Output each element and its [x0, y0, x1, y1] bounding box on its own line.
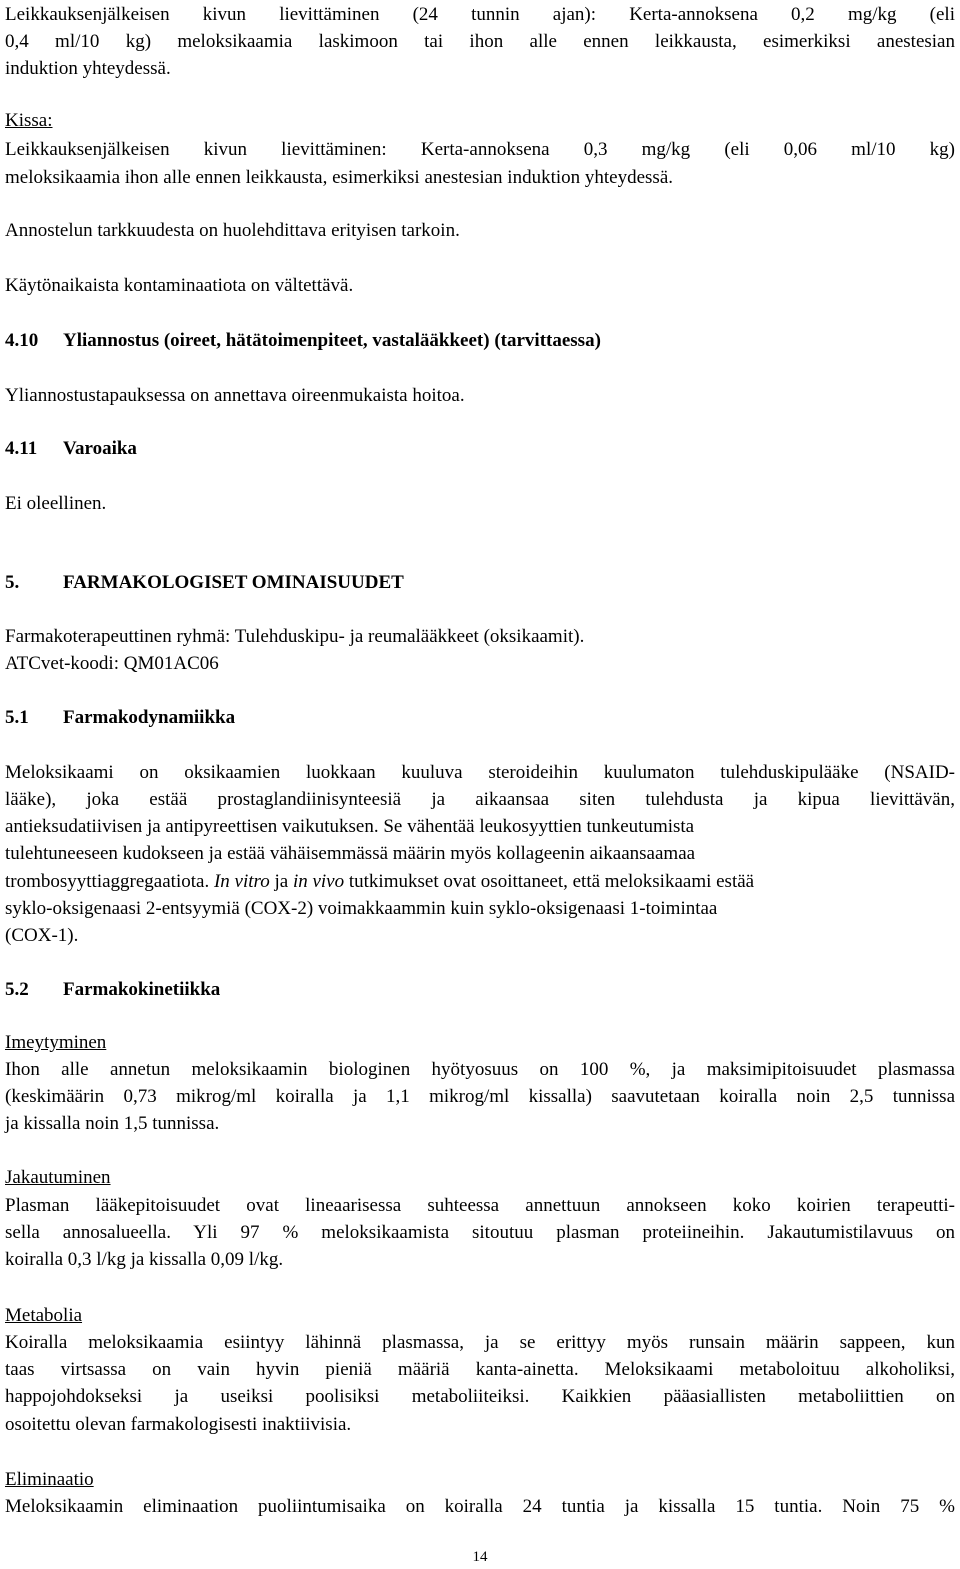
text-line [5, 868, 754, 895]
text-span: tutkimukset ovat osoittaneet, että meloksikaami estää [344, 871, 755, 892]
section-heading-5 [5, 569, 404, 596]
text-line: Ihon alle annetun meloksikaamin biologinen hyötyosuus on 100 %, ja maksimipitoisuudet plasmassa [5, 1059, 955, 1080]
text-line: happojohdokseksi ja useiksi poolisiksi metaboliiteiksi. Kaikkien pääasiallisten metaboliittien on [5, 1386, 955, 1407]
text-line: syklo-oksigenaasi 2-entsyymiä (COX-2) voimakkaammin kuin syklo-oksigenaasi 1-toimintaa [5, 898, 718, 919]
text-line: lääke), joka estää prostaglandiinisynteesiä ja aikaansaa siten tulehdusta ja kipua lievittävän, [5, 789, 955, 810]
section-heading-5-1 [5, 704, 235, 731]
text-line: Farmakoterapeuttinen ryhmä: Tulehduskipu- ja reumalääkkeet (oksikaamit). [5, 626, 585, 647]
text-line: meloksikaamia ihon alle ennen leikkausta, esimerkiksi anestesian induktion yhteydessä. [5, 167, 673, 188]
text-line: antieksudatiivisen ja antipyreettisen vaikutuksen. Se vähentää leukosyyttien tunkeutumista [5, 816, 695, 837]
text-span: trombosyyttiaggregaatiota. [5, 871, 214, 892]
text-line: osoitettu olevan farmakologisesti inaktiivisia. [5, 1414, 352, 1435]
section-number: 5.1 [5, 707, 29, 728]
text-span: ja [269, 871, 293, 892]
text-line: 0,4 ml/10 kg) meloksikaamia laskimoon tai ihon alle ennen leikkausta, esimerkiksi anestesian [5, 31, 955, 52]
italic-term: In vitro [213, 871, 270, 892]
section-heading-5-2 [5, 976, 220, 1003]
text-line: taas virtsassa on vain hyvin pieniä määriä kanta-ainetta. Meloksikaami metaboloituu alkoholiksi, [5, 1359, 955, 1380]
text-line: tulehtuneeseen kudokseen ja estää vähäisemmässä määrin myös kollageenin aikaansaamaa [5, 843, 696, 864]
text-line: Käytönaikaista kontaminaatiota on vältettävä. [5, 275, 354, 296]
subheading-imeytyminen: Imeytyminen [5, 1032, 107, 1053]
text-line: Meloksikaamin eliminaation puoliintumisaika on koiralla 24 tuntia ja kissalla 15 tuntia. Noin 75 % [5, 1496, 955, 1517]
subheading-metabolia: Metabolia [5, 1305, 83, 1326]
text-line: ATCvet-koodi: QM01AC06 [5, 653, 219, 674]
kissa-heading: Kissa: [5, 110, 53, 131]
section-title: Varoaika [63, 438, 137, 459]
section-title: Farmakodynamiikka [63, 707, 236, 728]
section-number: 4.10 [5, 330, 39, 351]
section-title: Yliannostus (oireet, hätätoimenpiteet, vastalääkkeet) (tarvittaessa) [63, 330, 601, 351]
section-heading-4-11 [5, 435, 137, 462]
subheading-eliminaatio: Eliminaatio [5, 1469, 94, 1490]
section-number: 5. [5, 572, 20, 593]
text-line: Koiralla meloksikaamia esiintyy lähinnä plasmassa, ja se erittyy myös runsain määrin sappeen, kun [5, 1332, 955, 1353]
page-number: 14 [472, 1549, 488, 1565]
text-line: Yliannostustapauksessa on annettava oireenmukaista hoitoa. [5, 385, 465, 406]
text-line: (keskimäärin 0,73 mikrog/ml koiralla ja 1,1 mikrog/ml kissalla) saavutetaan koiralla noin 2,5 tunnissa [5, 1086, 955, 1107]
text-line: Meloksikaami on oksikaamien luokkaan kuuluva steroideihin kuulumaton tulehduskipulääke (NSAID- [5, 762, 955, 783]
text-line: koiralla 0,3 l/kg ja kissalla 0,09 l/kg. [5, 1249, 284, 1270]
section-number: 5.2 [5, 979, 29, 1000]
text-line: Leikkauksenjälkeisen kivun lievittäminen (24 tunnin ajan): Kerta-annoksena 0,2 mg/kg (eli [5, 4, 955, 25]
text-line: Annostelun tarkkuudesta on huolehdittava erityisen tarkoin. [5, 220, 460, 241]
section-heading-4-10 [5, 327, 601, 354]
text-line: Plasman lääkepitoisuudet ovat lineaarisessa suhteessa annettuun annokseen koko koirien terapeutti- [5, 1195, 955, 1216]
text-line: induktion yhteydessä. [5, 58, 171, 79]
section-number: 4.11 [5, 438, 38, 459]
text-line: Leikkauksenjälkeisen kivun lievittäminen: Kerta-annoksena 0,3 mg/kg (eli 0,06 ml/10 kg) [5, 139, 955, 160]
italic-term: in vivo [292, 871, 345, 892]
text-line: (COX-1). [5, 925, 79, 946]
text-line: sella annosalueella. Yli 97 % meloksikaamista sitoutuu plasman proteiineihin. Jakautumistilavuus on [5, 1222, 955, 1243]
section-title: FARMAKOLOGISET OMINAISUUDET [63, 572, 404, 593]
text-line: ja kissalla noin 1,5 tunnissa. [5, 1113, 220, 1134]
subheading-jakautuminen: Jakautuminen [5, 1167, 111, 1188]
text-line: Ei oleellinen. [5, 493, 107, 514]
section-title: Farmakokinetiikka [63, 979, 221, 1000]
